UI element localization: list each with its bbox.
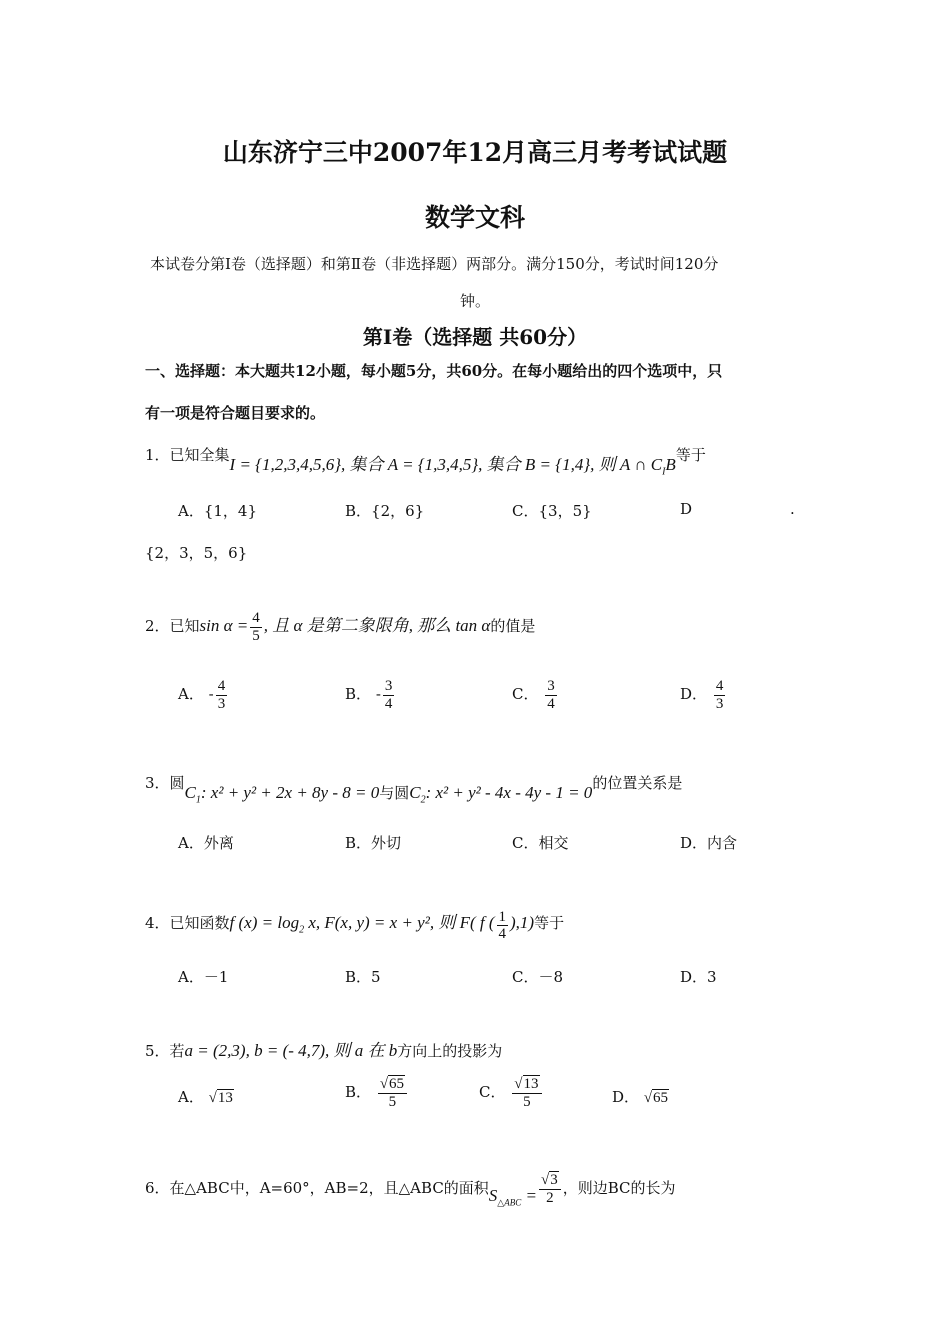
q5-option-a: A． √13 <box>178 1088 233 1106</box>
question-4: 4．已知函数f $(x) = \log_2 x$, F(x, y) = x + y², 则 F( f ( $\frac{1}{4}$ ),1)等于 <box>145 908 565 942</box>
q5-option-b: B． $\frac{√65}{5}$ <box>345 1076 409 1110</box>
q1-option-b: B．{2，6} <box>345 502 425 520</box>
q5-option-d: D． √65 <box>612 1088 669 1106</box>
q2-math: , 且 α 是第二象限角, 那么 tan α <box>263 616 491 635</box>
q4-fraction: $\frac{1}{4}$ <box>498 908 506 942</box>
q1-option-d-cont: {2，3，5，6} <box>145 544 248 562</box>
q6-fraction: $\frac{√3}{2}$ <box>539 1172 561 1206</box>
q1-option-c: C．{3，5} <box>512 502 592 520</box>
question-5: 5．若a = (2,3), b = (- 4,7), 则 a 在 b方向上的投影为 <box>145 1041 503 1060</box>
q5-math: a = (2,3), b = (- 4,7), 则 a 在 b <box>184 1041 398 1060</box>
q3-circle-1: $C_1$: x² + y² + 2x + 8y - 8 = 0 <box>184 783 380 806</box>
q3-option-d: D．内含 <box>680 834 738 852</box>
q1-option-d-dot: . <box>790 500 795 518</box>
q4-option-d: D．3 <box>680 968 717 986</box>
q6-area: $S_{\triangle ABC}$ = <box>488 1186 537 1208</box>
question-2: 2．已知sin α = $\frac{4}{5}$ , 且 α 是第二象限角, 那么 tan α的值是 <box>145 610 536 644</box>
question-1 <box>145 440 706 478</box>
question-3: 3．圆$C_1$: x² + y² + 2x + 8y - 8 = 0与圆$C_2$: x² + y² - 4x - 4y - 1 = 0的位置关系是 <box>145 774 683 806</box>
q5-option-c: C． $\frac{√13}{5}$ <box>479 1076 544 1110</box>
q2-option-c: C． $\frac{3}{4}$ <box>512 678 555 712</box>
document-subtitle: 数学文科 <box>424 203 525 232</box>
q4-math: f $(x) = \log_2 x$, F(x, y) = x + y², 则 F( f ( <box>229 913 495 936</box>
q4-option-c: C．－8 <box>512 968 564 986</box>
q1-option-a: A．{1，4} <box>178 502 258 520</box>
q3-option-a: A．外离 <box>178 834 234 852</box>
instruction-line-2: 有一项是符合题目要求的。 <box>145 404 326 422</box>
sqrt-symbol: √13 <box>208 1090 233 1106</box>
q4-option-b: B．5 <box>345 968 381 986</box>
intro-line-2: 钟。 <box>459 292 490 310</box>
sqrt-symbol: √65 <box>643 1090 669 1106</box>
q1-prefix: 1．已知全集 <box>145 446 230 464</box>
document-title: 山东济宁三中2007年12月高三月考考试试题 <box>222 138 728 167</box>
q2-option-a: A． - $\frac{4}{3}$ <box>178 678 226 712</box>
q2-fraction: $\frac{4}{5}$ <box>252 610 260 644</box>
q1-suffix: 等于 <box>675 446 706 464</box>
intro-line-1: 本试卷分第Ⅰ卷（选择题）和第Ⅱ卷（非选择题）两部分。满分150分，考试时间120分 <box>150 255 719 273</box>
q4-option-a: A．－1 <box>178 968 229 986</box>
q2-option-d: D． $\frac{4}{3}$ <box>680 678 724 712</box>
q3-option-c: C．相交 <box>512 834 569 852</box>
q2-option-b: B． - $\frac{3}{4}$ <box>345 678 393 712</box>
question-6: 6．在△ABC中，A=60°，AB=2，且△ABC的面积$S_{\triangle ABC}$ = $\frac{√3}{2}$ ，则边BC的长为 <box>145 1172 676 1208</box>
q3-option-b: B．外切 <box>345 834 402 852</box>
q1-math: I = {1,2,3,4,5,6}, 集合 A = {1,3,4,5}, 集合 B = {1,4}, 则 A ∩ $C_IB$ <box>229 455 676 478</box>
instruction-line-1: 一、选择题：本大题共12小题，每小题5分，共60分。在每小题给出的四个选项中，只 <box>145 362 723 380</box>
q1-option-d: D <box>680 500 693 518</box>
section-heading: 第Ⅰ卷（选择题 共60分） <box>362 325 588 349</box>
q2-sin: sin α = <box>199 616 249 635</box>
q3-circle-2: $C_2$: x² + y² - 4x - 4y - 1 = 0 <box>409 783 593 806</box>
